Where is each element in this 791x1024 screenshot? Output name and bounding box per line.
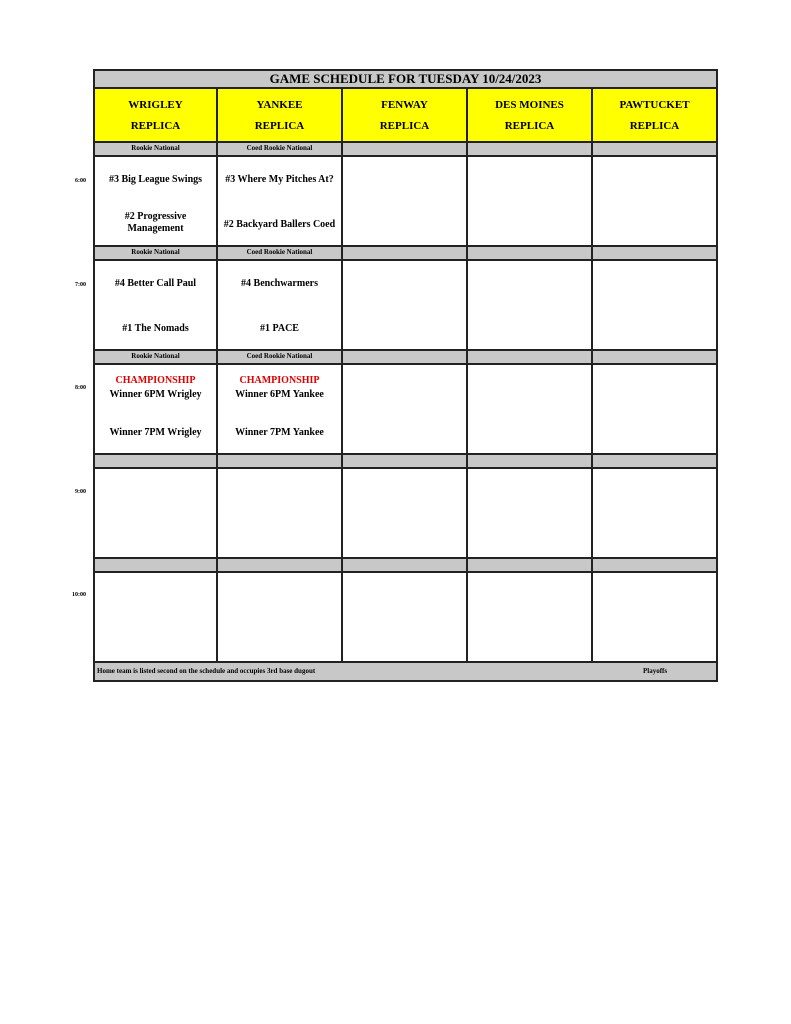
field-name: YANKEE bbox=[256, 99, 303, 111]
division-label bbox=[95, 559, 218, 573]
game-cell bbox=[95, 469, 218, 559]
game-cell bbox=[218, 469, 343, 559]
time-label: 6:00 bbox=[75, 178, 86, 184]
team-bottom: #2 Progressive Management bbox=[124, 211, 187, 234]
field-sub: REPLICA bbox=[254, 120, 305, 132]
game-cell bbox=[468, 469, 593, 559]
team-top: Winner 6PM Wrigley bbox=[109, 389, 202, 400]
game-cell bbox=[343, 469, 468, 559]
field-header-3 bbox=[468, 89, 593, 143]
footer-label: Playoffs bbox=[643, 667, 668, 675]
game-cell bbox=[343, 261, 468, 351]
field-sub: REPLICA bbox=[504, 120, 555, 132]
schedule-sheet bbox=[93, 69, 718, 682]
field-header-4 bbox=[593, 89, 716, 143]
division-label bbox=[593, 455, 716, 469]
division-label bbox=[218, 559, 343, 573]
game-cell bbox=[468, 261, 593, 351]
field-header-2 bbox=[343, 89, 468, 143]
game-cell bbox=[468, 365, 593, 455]
division-label: Coed Rookie National bbox=[218, 247, 343, 261]
division-label: Coed Rookie National bbox=[218, 143, 343, 157]
game-cell bbox=[95, 157, 218, 247]
division-label bbox=[343, 143, 468, 157]
team-top: #3 Where My Pitches At? bbox=[225, 174, 334, 185]
division-label bbox=[468, 351, 593, 365]
field-name: DES MOINES bbox=[495, 99, 564, 111]
game-cell bbox=[218, 157, 343, 247]
time-label: 8:00 bbox=[75, 385, 86, 391]
division-label: Rookie National bbox=[95, 351, 218, 365]
game-cell bbox=[343, 157, 468, 247]
division-label bbox=[468, 143, 593, 157]
schedule-title: GAME SCHEDULE FOR TUESDAY 10/24/2023 bbox=[95, 71, 716, 89]
team-top: #4 Benchwarmers bbox=[241, 278, 318, 289]
game-cell bbox=[593, 365, 716, 455]
game-cell bbox=[593, 573, 716, 663]
game-cell bbox=[95, 261, 218, 351]
game-cell bbox=[468, 157, 593, 247]
field-name: FENWAY bbox=[381, 99, 428, 111]
game-cell bbox=[218, 573, 343, 663]
division-label bbox=[468, 559, 593, 573]
field-header-0 bbox=[95, 89, 218, 143]
division-label bbox=[468, 455, 593, 469]
division-label bbox=[95, 455, 218, 469]
field-sub: REPLICA bbox=[629, 120, 680, 132]
field-name: WRIGLEY bbox=[128, 99, 183, 111]
time-label: 9:00 bbox=[75, 489, 86, 495]
division-label bbox=[468, 247, 593, 261]
team-bottom: #2 Backyard Ballers Coed bbox=[223, 219, 336, 230]
division-label bbox=[218, 455, 343, 469]
division-label: Rookie National bbox=[95, 247, 218, 261]
time-label: 10:00 bbox=[72, 592, 86, 598]
game-cell bbox=[343, 365, 468, 455]
field-sub: REPLICA bbox=[379, 120, 430, 132]
division-label bbox=[593, 559, 716, 573]
championship-label: CHAMPIONSHIP bbox=[239, 375, 320, 386]
division-label bbox=[593, 351, 716, 365]
game-cell bbox=[218, 365, 343, 455]
team-bottom: #1 PACE bbox=[260, 323, 299, 334]
game-cell bbox=[95, 573, 218, 663]
division-label bbox=[343, 247, 468, 261]
time-label: 7:00 bbox=[75, 282, 86, 288]
team-top: #4 Better Call Paul bbox=[114, 278, 197, 289]
division-label bbox=[593, 143, 716, 157]
game-cell bbox=[468, 573, 593, 663]
division-label: Coed Rookie National bbox=[218, 351, 343, 365]
division-label: Rookie National bbox=[95, 143, 218, 157]
game-cell bbox=[343, 573, 468, 663]
team-top: #3 Big League Swings bbox=[108, 174, 203, 185]
team-bottom: Winner 7PM Yankee bbox=[235, 427, 324, 438]
footer-bar bbox=[95, 662, 716, 680]
division-label bbox=[343, 559, 468, 573]
team-bottom: #1 The Nomads bbox=[122, 323, 189, 334]
field-name: PAWTUCKET bbox=[619, 99, 690, 111]
game-cell bbox=[593, 469, 716, 559]
game-cell bbox=[593, 157, 716, 247]
game-cell bbox=[95, 365, 218, 455]
footer-note: Home team is listed second on the schedule and occupies 3rd base dugout bbox=[97, 667, 316, 675]
field-header-1 bbox=[218, 89, 343, 143]
game-cell bbox=[593, 261, 716, 351]
division-label bbox=[593, 247, 716, 261]
division-label bbox=[343, 455, 468, 469]
division-label bbox=[343, 351, 468, 365]
team-top: Winner 6PM Yankee bbox=[235, 389, 324, 400]
game-cell bbox=[218, 261, 343, 351]
field-sub: REPLICA bbox=[130, 120, 181, 132]
team-bottom: Winner 7PM Wrigley bbox=[109, 427, 202, 438]
championship-label: CHAMPIONSHIP bbox=[115, 375, 196, 386]
